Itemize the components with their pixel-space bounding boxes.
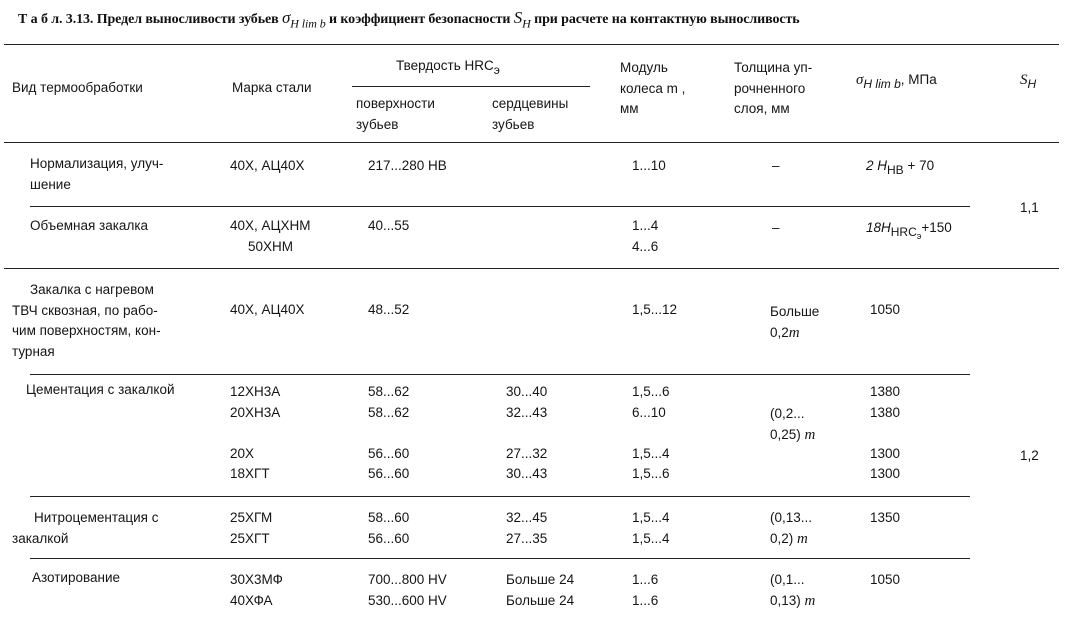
header-bottom-rule [4, 142, 1059, 143]
row6-steel: 30Х3МФ 40ХФА [230, 572, 283, 608]
caption-middle: и коэффициент безопасности [329, 12, 511, 27]
row4-module: 1,5...6 6...10 1,5...4 1,5...6 [632, 384, 670, 481]
caption-suffix: при расчете на контактную выносливость [534, 12, 800, 27]
row3-steel: 40Х, АЦ40Х [230, 302, 305, 317]
row4-treatment: Цементация с закалкой [26, 382, 175, 397]
table-caption [18, 8, 1058, 31]
row2-sigma: $18H_{HRC_э}+150$ [866, 220, 952, 241]
row1-steel: 40Х, АЦ40Х [230, 158, 305, 173]
row3-sigma: 1050 [870, 302, 901, 317]
row6-core: Больше 24 Больше 24 [506, 572, 575, 608]
row5-surface: 58...60 56...60 [368, 510, 410, 546]
header-thickness: Толщина уп- рочненного слоя, мм [734, 60, 813, 116]
row1-module: 1...10 [632, 158, 666, 173]
header-core: сердцевины зубьев [492, 96, 569, 132]
row2-thickness: – [772, 220, 780, 235]
row6-thickness: (0,1... 0,13) m [770, 572, 816, 609]
row2-treatment: Объемная закалка [30, 218, 149, 233]
header-module: Модуль колеса m , мм [620, 60, 686, 116]
row5-steel: 25ХГМ 25ХГТ [230, 510, 273, 546]
row5-module: 1,5...4 1,5...4 [632, 510, 670, 546]
header-hardness: Твердость $HRC_э$ [396, 58, 500, 77]
row4-core: 30...40 32...43 27...32 30...43 [506, 384, 548, 481]
row4-sigma: 1380 1380 1300 1300 [870, 384, 901, 481]
header-sigma: $\sigma_{H lim b}$, МПа [856, 72, 937, 91]
row-rule-3 [30, 374, 970, 375]
row-rule-5 [30, 558, 970, 559]
sh-value-2: 1,2 [1020, 448, 1039, 463]
header-treatment: Вид термообработки [12, 80, 143, 95]
row1-thickness: – [772, 158, 780, 173]
row1-treatment: Нормализация, улуч- шение [30, 156, 164, 192]
header-steel: Марка стали [232, 80, 312, 95]
header-surface: поверхности зубьев [356, 96, 435, 132]
sh-value-1: 1,1 [1020, 200, 1039, 215]
row-rule-2 [4, 268, 1059, 269]
caption-s: $S_H$ [513, 8, 531, 31]
header-sh: $S_H$ [1020, 72, 1037, 91]
row-rule-1 [30, 206, 970, 207]
caption-prefix: Т а б л. 3.13. Предел выносливости зубьев [18, 12, 279, 27]
row5-thickness: (0,13... 0,2) m [770, 510, 813, 547]
row4-steel: 12ХН3А 20ХН3А 20Х 18ХГТ [230, 384, 281, 481]
row-rule-4 [30, 496, 970, 497]
row2-steel: 40Х, АЦХНМ 50ХНМ [230, 218, 311, 254]
row5-treatment: Нитроцементация с закалкой [12, 510, 159, 546]
row6-sigma: 1050 [870, 572, 901, 587]
row2-module: 1...4 4...6 [632, 218, 659, 254]
row3-surface: 48...52 [368, 302, 410, 317]
row4-thickness: (0,2... 0,25) m [770, 406, 816, 443]
row3-treatment: Закалка с нагревом ТВЧ сквозная, по рабо- чим поверхностям, кон- турная [12, 282, 161, 359]
row1-surface: 217...280 HB [368, 158, 447, 173]
row6-treatment: Азотирование [32, 570, 121, 585]
caption-sigma: $\sigma_{H lim b}$ [282, 8, 326, 31]
row3-thickness: Больше 0,2m [770, 304, 820, 341]
top-rule [4, 44, 1059, 45]
row5-core: 32...45 27...35 [506, 510, 548, 546]
row6-surface: 700...800 HV 530...600 HV [368, 572, 447, 608]
row6-module: 1...6 1...6 [632, 572, 659, 608]
hardness-rule [352, 86, 590, 87]
row3-module: 1,5...12 [632, 302, 678, 317]
row5-sigma: 1350 [870, 510, 901, 525]
row4-surface: 58...62 58...62 56...60 56...60 [368, 384, 410, 481]
row2-surface: 40...55 [368, 218, 410, 233]
row1-sigma: 2 $H_{HB} + 70$ [866, 158, 935, 177]
